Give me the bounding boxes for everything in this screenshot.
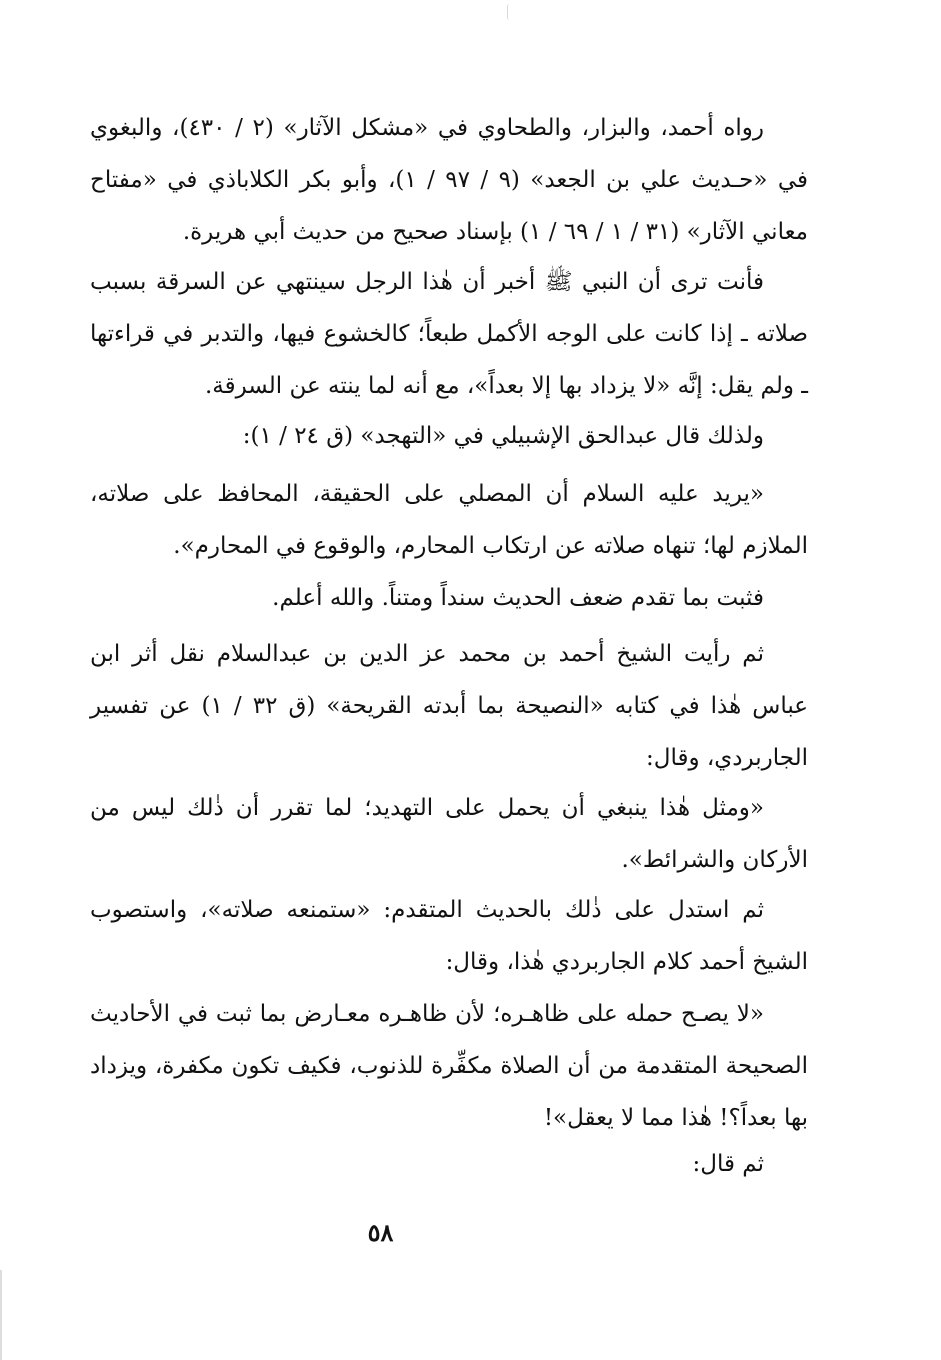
paragraph-izz-report: ثم رأيت الشيخ أحمد بن محمد عز الدين بن عبدالسلام نقل أثر ابن عباس هٰذا في كتابه «النصيحة بما أبدته القريحة» (ق ٣٢ / ١) عن تفسير الجاربردي، وقال: xyxy=(90,641,809,771)
paragraph-prophet-report: فأنت ترى أن النبي ﷺ أخبر أن هٰذا الرجل سينتهي عن السرقة بسبب صلاته ـ إذا كانت على الوجه الأكمل طبعاً؛ كالخشوع فيها، والتدبر في قراءتها ـ ولم يقل: إنَّه «لا يزداد بها إلا بعداً»، مع أنه لما ينته عن السرقة. xyxy=(90,269,808,399)
paragraph-then-said: ثم قال: xyxy=(692,1151,764,1177)
book-page xyxy=(90,0,808,1360)
paragraph-abdulhaq-intro: ولذلك قال عبدالحق الإشبيلي في «التهجد» (ق ٢٤ / ١): xyxy=(242,423,764,449)
paragraph-hadith-sources: رواه أحمد، والبزار، والطحاوي في «مشكل الآثار» (٢ / ٤٣٠)، والبغوي في «حـديث علي بن الجعد» (٩ / ٩٧ / ١)، وأبو بكر الكلاباذي في «مفتاح معاني الآثار» (٣١ / ١ / ٦٩ / ١) بإسناد صحيح من حديث أبي هريرة. xyxy=(90,115,809,245)
paragraph-istidlal: ثم استدل على ذٰلك بالحديث المتقدم: «ستمنعه صلاته»، واستصوب الشيخ أحمد كلام الجاربردي هٰذا، وقال: xyxy=(90,897,808,975)
scan-edge-line xyxy=(0,1270,2,1360)
paragraph-sheikh-ahmad-quote: «لا يصـح حمله على ظاهـره؛ لأن ظاهـره معـارض بما ثبت في الأحاديث الصحيحة المتقدمة من أن الصلاة مكفِّرة للذنوب، فكيف تكون مكفرة، ويزداد بها بعداً؟! هٰذا مما لا يعقل»! xyxy=(90,1001,808,1131)
paragraph-jarbardi-quote: «ومثل هٰذا ينبغي أن يحمل على التهديد؛ لما تقرر أن ذٰلك ليس من الأركان والشرائط». xyxy=(90,795,808,873)
page-number: ٥٨ xyxy=(367,1218,394,1247)
paragraph-abdulhaq-quote: «يريد عليه السلام أن المصلي على الحقيقة، المحافظ على صلاته، الملازم لها؛ تنهاه صلاته عن ارتكاب المحارم، والوقوع في المحارم». xyxy=(90,481,808,559)
paragraph-conclusion: فثبت بما تقدم ضعف الحديث سنداً ومتناً. والله أعلم. xyxy=(272,585,764,611)
